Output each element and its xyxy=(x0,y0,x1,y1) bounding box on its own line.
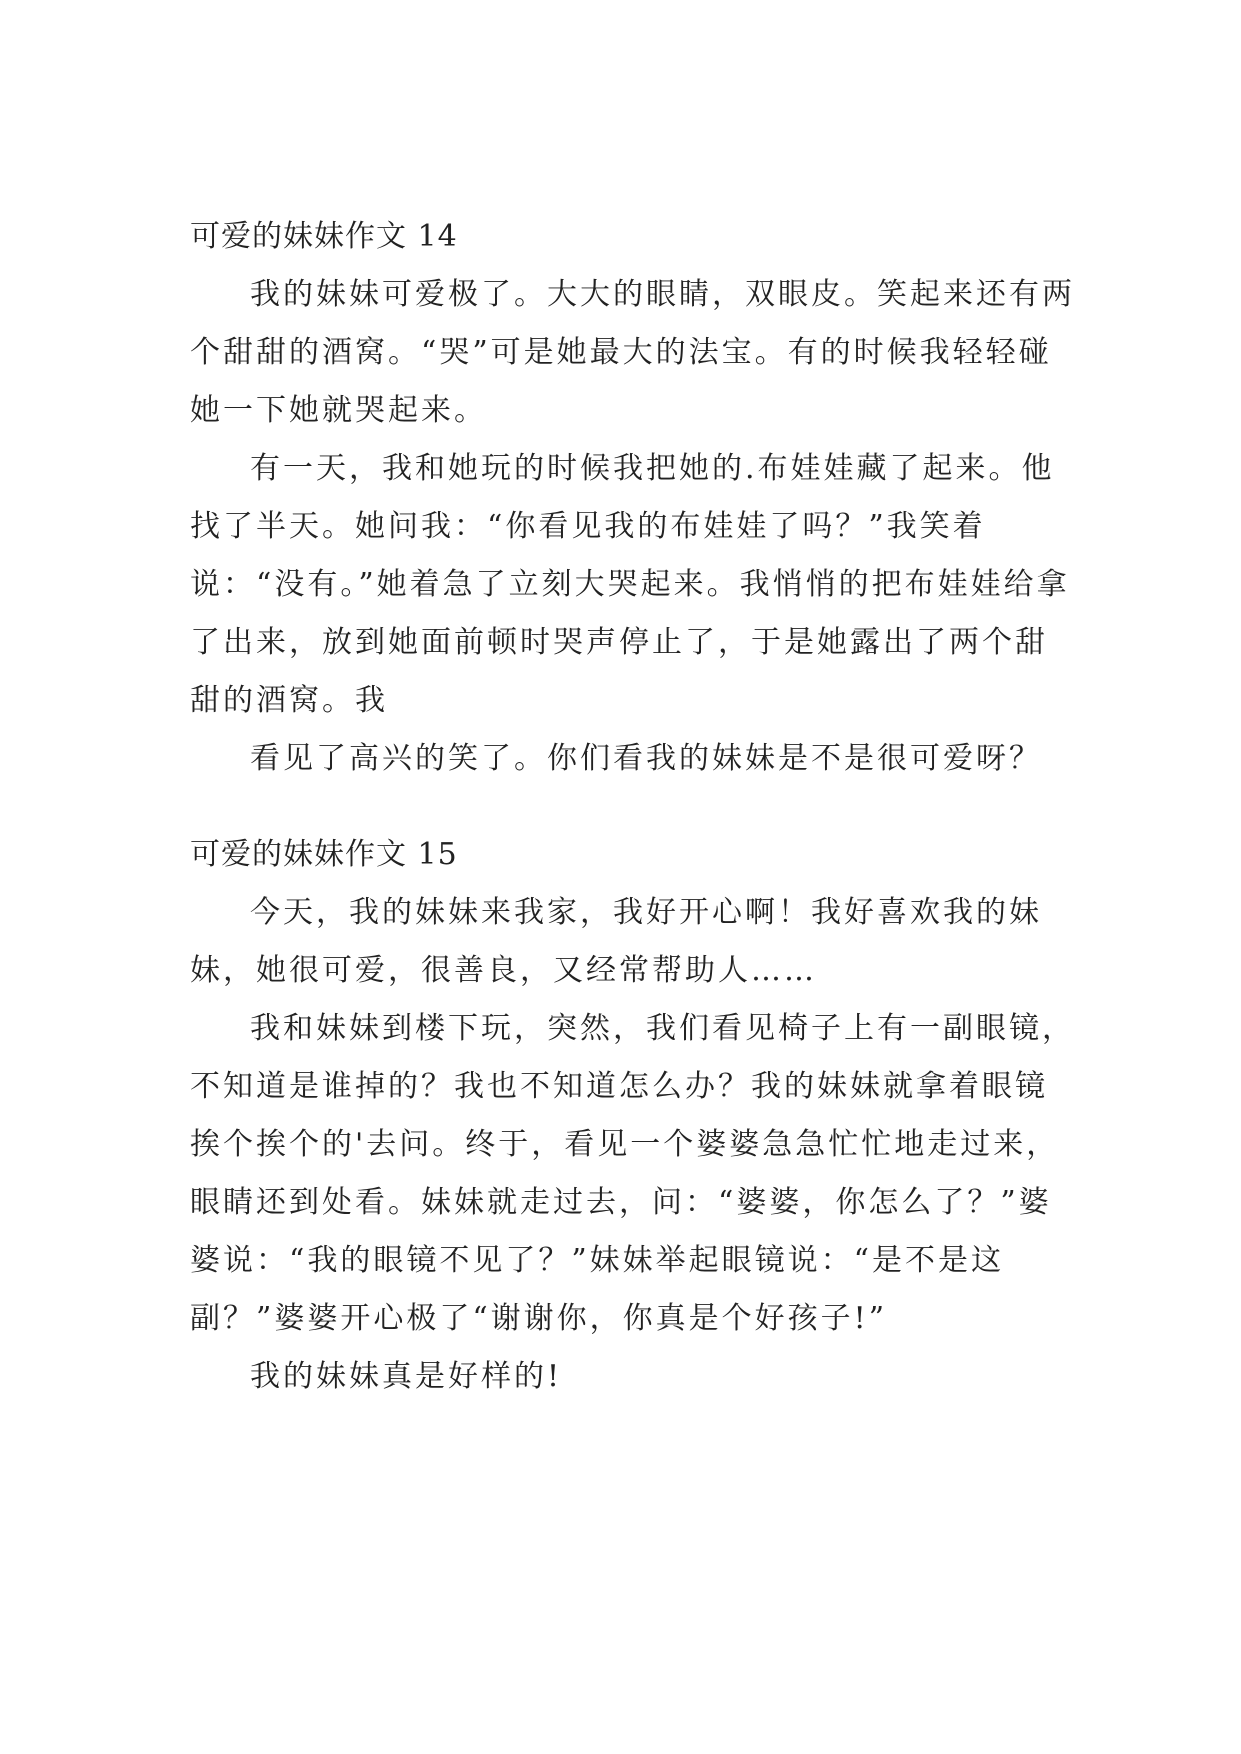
essay-title: 可爱的妹妹作文 14 xyxy=(190,219,458,254)
essay-paragraph: 看见了高兴的笑了。你们看我的妹妹是不是很可爱呀？ xyxy=(250,741,1042,776)
essay-paragraph: 我的妹妹真是好样的! xyxy=(250,1359,563,1394)
essay-paragraph: 我和妹妹到楼下玩，突然，我们看见椅子上有一副眼镜，不知道是谁掉的？我也不知道怎么办？我的妹妹就拿着眼镜挨个挨个的'去问。终于，看见一个婆婆急急忙忙地走过来，眼睛还到处看。妹妹就走过去，问：“婆婆，你怎么了？”婆婆说：“我的眼镜不见了？”妹妹举起眼镜说：“是不是这副？”婆婆开心极了“谢谢你，你真是个好孩子!” xyxy=(190,1011,1075,1336)
essay-paragraph: 有一天，我和她玩的时候我把她的.布娃娃藏了起来。他找了半天。她问我：“你看见我的布娃娃了吗？”我笑着说：“没有。”她着急了立刻大哭起来。我悄悄的把布娃娃给拿了出来，放到她面前顿时哭声停止了，于是她露出了两个甜甜的酒窝。我 xyxy=(190,451,1070,718)
essay-paragraph: 我的妹妹可爱极了。大大的眼睛，双眼皮。笑起来还有两个甜甜的酒窝。“哭”可是她最大的法宝。有的时候我轻轻碰她一下她就哭起来。 xyxy=(190,277,1075,428)
essay-title: 可爱的妹妹作文 15 xyxy=(190,837,458,872)
essay-section-15 xyxy=(190,826,1080,1406)
essay-section-14 xyxy=(190,208,1080,788)
document-body xyxy=(190,208,1080,1444)
essay-paragraph: 今天，我的妹妹来我家，我好开心啊！我好喜欢我的妹妹，她很可爱，很善良，又经常帮助人…… xyxy=(190,895,1042,988)
